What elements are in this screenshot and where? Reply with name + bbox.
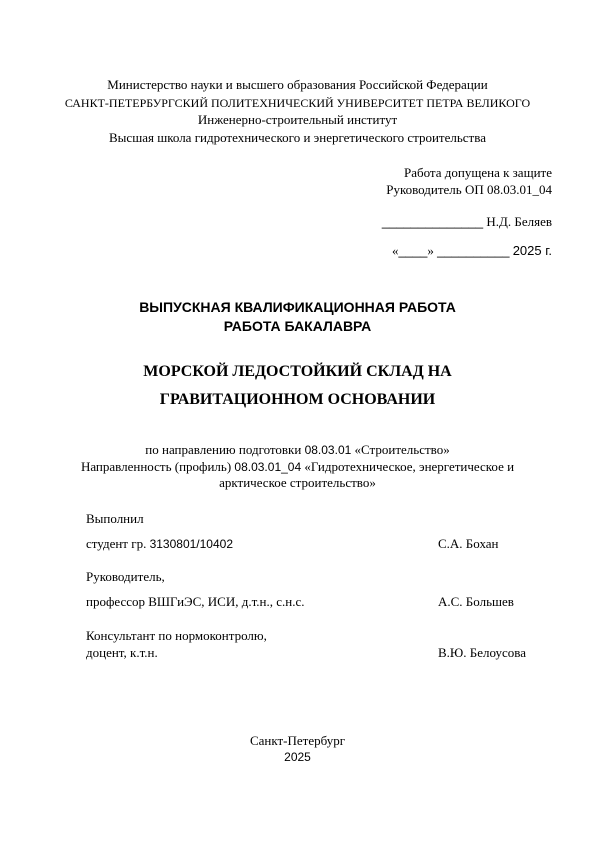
profile-prefix: Направленность (профиль) — [80, 459, 235, 474]
school-line: Высшая школа гидротехнического и энергетического строительства — [109, 130, 486, 145]
signature-blank: ______________ — [381, 214, 484, 229]
footer-city: Санкт-Петербург — [249, 733, 346, 748]
date-close-quote: » — [427, 243, 434, 258]
date-open-quote: « — [391, 243, 399, 258]
student-prefix: студент гр. — [86, 536, 150, 551]
approval-signature-line — [0, 214, 552, 230]
supervisor-position: профессор ВШГиЭС, ИСИ, д.т.н., с.н.с. — [86, 594, 305, 609]
student-name: С.А. Бохан — [438, 536, 499, 551]
direction-name: «Строительство» — [351, 442, 450, 457]
institute-line: Инженерно-строительный институт — [197, 112, 398, 127]
profile-name: «Гидротехническое, энергетическое и — [301, 459, 515, 474]
title-line-2: ГРАВИТАЦИОННОМ ОСНОВАНИИ — [159, 391, 436, 408]
direction-line-1 — [0, 442, 595, 458]
supervisor-label: Руководитель, — [86, 569, 165, 584]
ministry-line: Министерство науки и высшего образования Российской Федерации — [107, 77, 488, 92]
date-month-blank: __________ — [437, 243, 510, 258]
university-line: САНКТ-ПЕТЕРБУРГСКИЙ ПОЛИТЕХНИЧЕСКИЙ УНИВЕРСИТЕТ ПЕТРА ВЕЛИКОГО — [64, 96, 531, 110]
performed-label: Выполнил — [86, 511, 144, 526]
title-line-1: МОРСКОЙ ЛЕДОСТОЙКИЙ СКЛАД НА — [143, 363, 452, 380]
approval-line-2: Руководитель ОП 08.03.01_04 — [386, 182, 552, 197]
direction-line-3: арктическое строительство» — [219, 475, 376, 490]
date-day-blank: ____ — [398, 243, 428, 258]
student-line — [86, 536, 233, 552]
consultant-position: доцент, к.т.н. — [86, 645, 158, 660]
direction-code: 08.03.01 — [304, 443, 352, 457]
approval-date-line — [0, 243, 552, 259]
supervisor-name: А.С. Большев — [438, 594, 514, 609]
direction-prefix: по направлению подготовки — [145, 442, 305, 457]
footer-year: 2025 — [284, 750, 311, 764]
student-group: 3130801/10402 — [149, 537, 233, 551]
approval-line-1: Работа допущена к защите — [403, 165, 552, 180]
date-year: 2025 г. — [512, 243, 552, 258]
consultant-name: В.Ю. Белоусова — [438, 645, 527, 660]
work-type-line-1: ВЫПУСКНАЯ КВАЛИФИКАЦИОННАЯ РАБОТА — [139, 299, 456, 315]
profile-code: 08.03.01_04 — [234, 460, 302, 474]
work-type-line-2: РАБОТА БАКАЛАВРА — [223, 318, 372, 334]
direction-line-2 — [0, 459, 595, 475]
consultant-label: Консультант по нормоконтролю, — [86, 628, 267, 643]
head-name: Н.Д. Беляев — [486, 214, 552, 229]
